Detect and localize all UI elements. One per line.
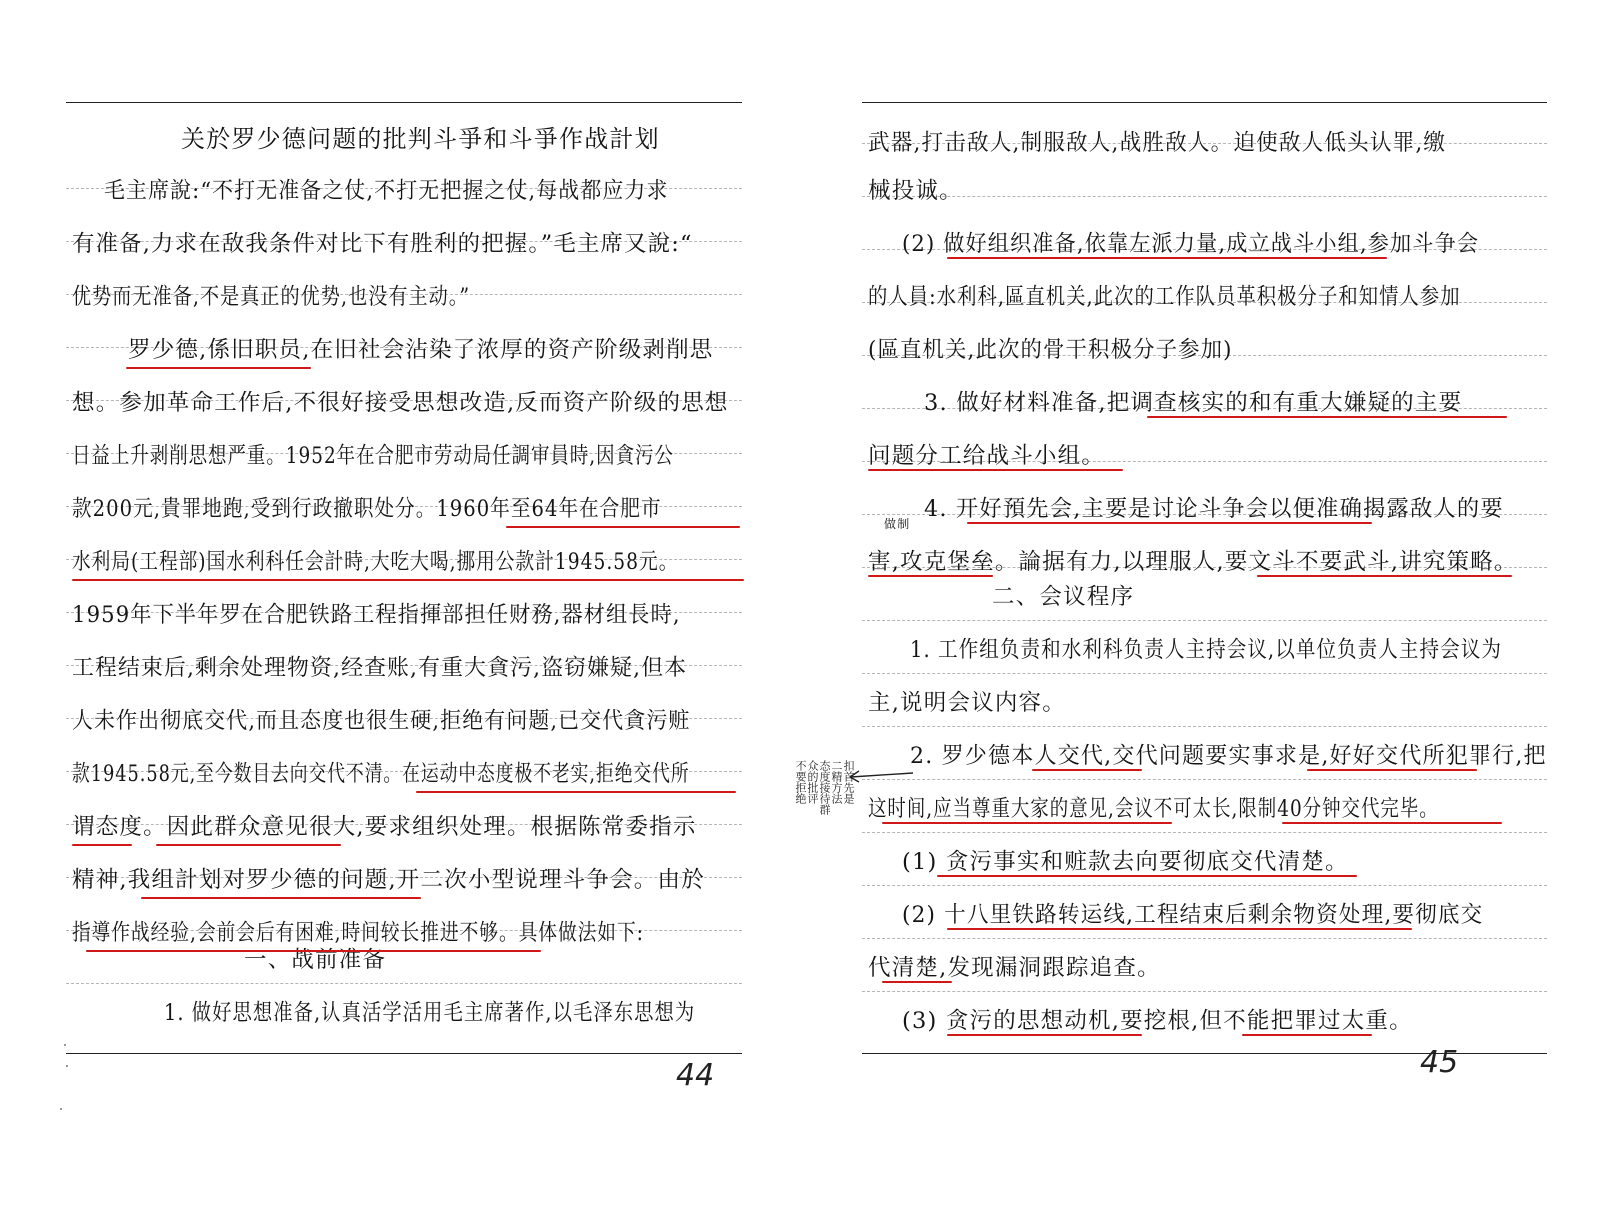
page-number: 45: [1420, 1045, 1459, 1080]
text-line: 1959年下半年罗在合肥铁路工程指揮部担任财務,器材组長時,: [72, 602, 681, 628]
ruled-line: [862, 832, 1547, 833]
text-line: 代清楚,发现漏洞跟踪追查。: [868, 955, 1161, 981]
red-underline: [72, 579, 744, 581]
red-underline: [882, 981, 952, 983]
red-underline: [156, 844, 341, 846]
red-underline: [1147, 416, 1507, 418]
text-line: 4. 开好預先会,主要是讨论斗争会以便准确揭露敌人的要: [924, 496, 1504, 522]
red-underline: [1307, 769, 1477, 771]
insert-annotation: 做制: [884, 517, 911, 531]
red-underline: [1032, 769, 1142, 771]
text-line: 人未作出彻底交代,而且态度也很生硬,拒绝有问题,已交代貪污赃: [72, 708, 691, 734]
text-line: (1) 贪污事实和赃款去向要彻底交代清楚。: [902, 849, 1349, 875]
document-title: 关於罗少德问题的批判斗爭和斗爭作战計划: [181, 125, 660, 153]
margin-note-col: 众的批评: [806, 760, 819, 804]
text-line: 款1945.58元,至今数目去向交代不清。在运动中态度极不老实,拒绝交代所: [72, 761, 690, 787]
red-underline: [72, 844, 132, 846]
text-line: 害,攻克堡垒。論据有力,以理服人,要文斗不要武斗,讲究策略。: [868, 549, 1518, 575]
text-line: (區直机关,此次的骨干积极分子参加): [868, 337, 1233, 363]
red-underline: [416, 791, 736, 793]
ruled-line: [862, 938, 1547, 939]
red-underline: [967, 522, 1372, 524]
ruled-line: [862, 885, 1547, 886]
text-line: 指導作战经验,会前会后有困难,時间较长推进不够。具体做法如下:: [72, 920, 644, 946]
red-underline: [868, 469, 1123, 471]
red-underline: [1282, 822, 1502, 824]
text-line: (2) 十八里铁路转运线,工程结束后剩余物资处理,要彻底交: [902, 902, 1484, 928]
text-line: 有准备,力求在敌我条件对比下有胜利的把握。”毛主席又說:“: [72, 231, 693, 257]
text-line: 精神,我组計划对罗少德的问题,开二次小型说理斗争会。由於: [72, 867, 705, 893]
red-underline: [868, 575, 993, 577]
text-line: (2) 做好组织准备,依靠左派力量,成立战斗小组,参加斗争会: [902, 231, 1480, 257]
text-line: 水利局(工程部)国水利科任会計時,大吃大喝,挪用公款計1945.58元。: [72, 549, 679, 575]
left-page: [66, 102, 742, 1093]
text-line: 3. 做好材料准备,把调查核实的和有重大嫌疑的主要: [924, 390, 1463, 416]
margin-note-col: 扣首先是: [842, 760, 855, 804]
text-line: 2. 罗少德本人交代,交代问题要实事求是,好好交代所犯罪行,把: [910, 743, 1547, 769]
text-line: 日益上升剥削思想严重。1952年在合肥市劳动局任調审員時,因貪污公: [72, 443, 674, 469]
red-underline: [947, 257, 1387, 259]
scan-speck: [66, 1065, 68, 1067]
text-line: 的人員:水利科,區直机关,此次的工作队员革积极分子和知情人参加: [868, 284, 1461, 310]
page-number: 44: [676, 1058, 715, 1093]
text-line: 武器,打击敌人,制服敌人,战胜敌人。迫使敌人低头认罪,缴: [868, 130, 1447, 156]
margin-note-col: 不要拒绝: [794, 760, 807, 804]
text-line: 优势而无准备,不是真正的优势,也没有主动。”: [72, 284, 471, 310]
text-line: 问题分工给战斗小组。: [868, 443, 1106, 469]
section-heading: 一、战前准备: [244, 947, 387, 973]
red-underline: [937, 875, 1357, 877]
red-underline: [947, 928, 1412, 930]
text-line: 想。参加革命工作后,不很好接受思想改造,反而资产阶级的思想: [72, 390, 729, 416]
margin-note-col: 二精方法: [830, 760, 843, 804]
text-line: 款200元,貴罪地跑,受到行政撤职处分。1960年至64年在合肥市: [72, 496, 662, 522]
ruled-line: [66, 983, 742, 984]
red-underline: [1257, 575, 1512, 577]
red-underline: [947, 1034, 1142, 1036]
text-line: 罗少德,係旧职员,在旧社会沾染了浓厚的资产阶级剥削思: [128, 337, 714, 363]
text-line: (3) 贪污的思想动机,要挖根,但不能把罪过太重。: [902, 1008, 1413, 1034]
red-underline: [882, 822, 1172, 824]
red-underline: [86, 950, 541, 952]
text-line: 谓态度。因此群众意见很大,要求组织处理。根据陈常委指示: [72, 814, 697, 840]
arrow-icon: [845, 765, 915, 785]
red-underline: [1242, 1034, 1372, 1036]
text-line: 主,说明会议内容。: [868, 690, 1066, 716]
ruled-line: [862, 726, 1547, 727]
ruled-line: [862, 991, 1547, 992]
text-line: 1. 做好思想准备,认真活学活用毛主席著作,以毛泽东思想为: [164, 1000, 696, 1026]
text-line: 工程结束后,剩余处理物资,经查账,有重大貪污,盗窃嫌疑,但本: [72, 655, 688, 681]
text-line: 这时间,应当尊重大家的意见,会议不可太长,限制40分钟交代完毕。: [868, 796, 1439, 822]
text-line: 毛主席說:“不打无准备之仗,不打无把握之仗,每战都应力求: [104, 178, 669, 204]
red-underline: [126, 367, 311, 369]
scan-speck: [60, 1108, 62, 1110]
ruled-line: [862, 196, 1547, 197]
text-line: 械投诚。: [868, 178, 963, 204]
ruled-line: [862, 779, 1547, 780]
scan-speck: [64, 1044, 66, 1046]
ruled-line: [862, 673, 1547, 674]
section-heading: 二、会议程序: [992, 584, 1135, 610]
margin-note-col: 态度接待群: [818, 760, 831, 815]
text-line: 1. 工作组负责和水利科负责人主持会议,以单位负责人主持会议为: [910, 637, 1503, 663]
red-underline: [506, 526, 740, 528]
red-underline: [141, 897, 421, 899]
right-page: [862, 102, 1547, 1080]
ruled-line: [862, 620, 1547, 621]
